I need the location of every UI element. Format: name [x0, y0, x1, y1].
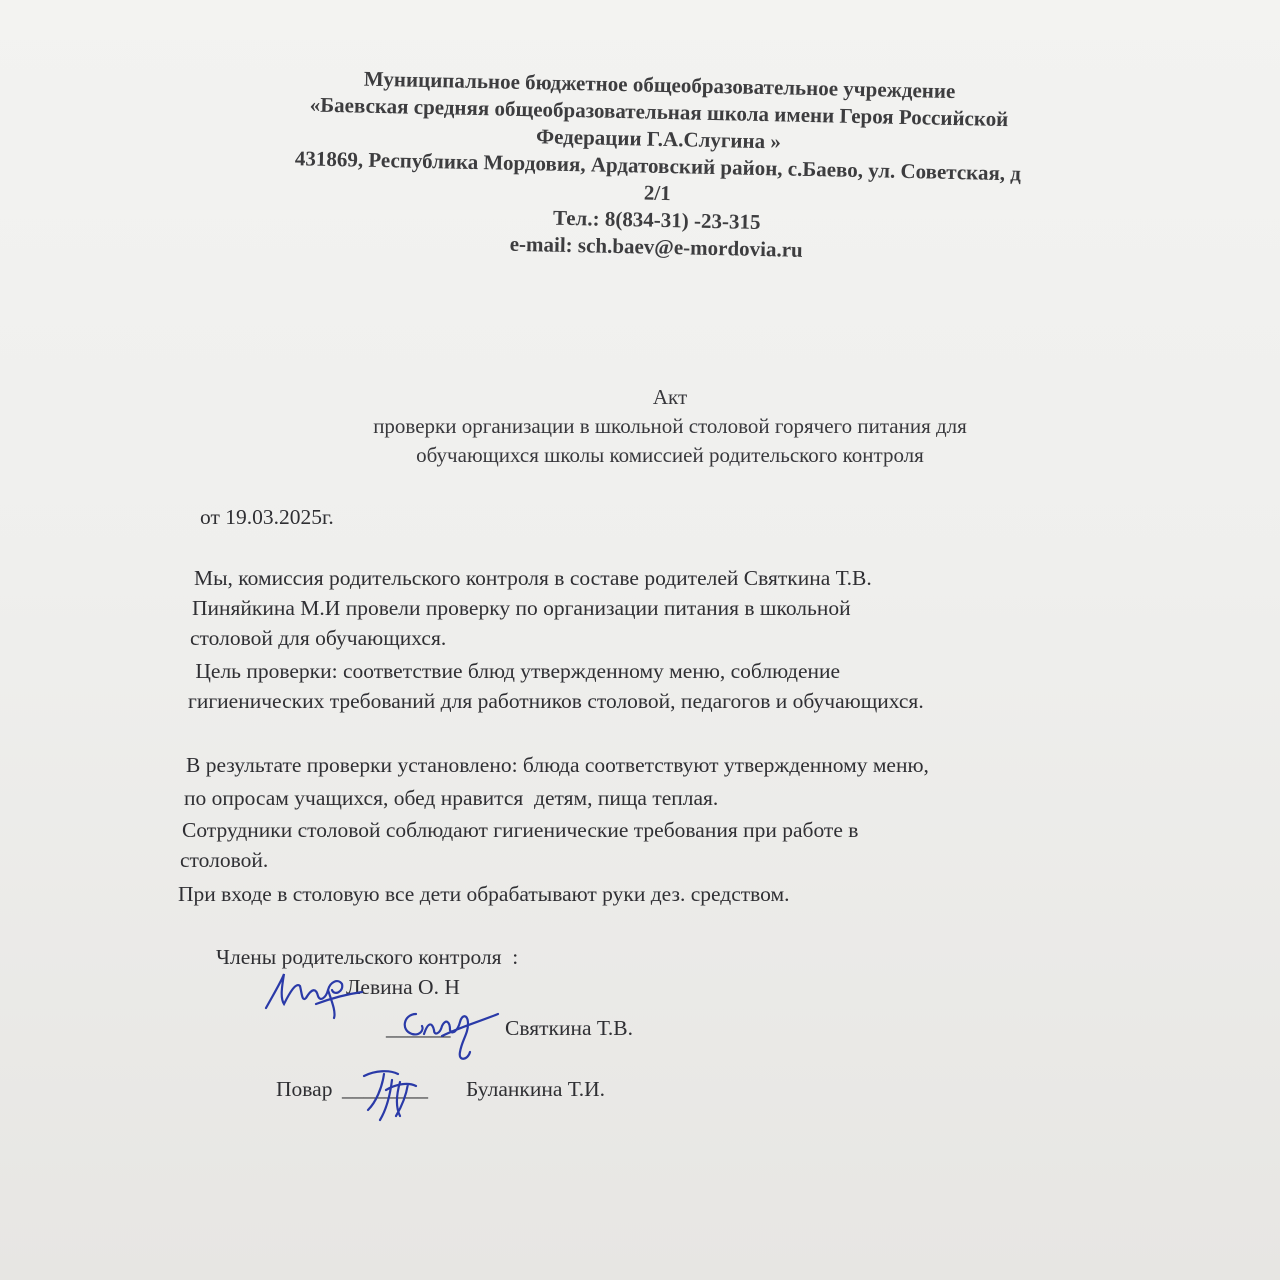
- signature-levina: [262, 968, 372, 1018]
- body-text: При входе в столовую все дети обрабатывают руки дез. средством.: [178, 882, 790, 906]
- title-line-1: проверки организации в школьной столовой горячего питания для: [373, 414, 967, 438]
- letterhead-institution: Муниципальное бюджетное общеобразовательное учреждение: [363, 66, 956, 104]
- letterhead-school-name-cont: Федерации Г.А.Слугина »: [535, 124, 782, 154]
- signatures-heading: Члены родительского контроля :: [216, 945, 519, 969]
- cook-label: Повар: [276, 1077, 333, 1101]
- body-text: гигиенических требований для работников столовой, педагогов и обучающихся.: [188, 689, 924, 713]
- body-text: Цель проверки: соответствие блюд утвержденному меню, соблюдение: [190, 659, 841, 683]
- letterhead-school-name: «Баевская средняя общеобразовательная школа имени Героя Российской: [309, 92, 1009, 132]
- body-text: Пиняйкина М.И провели проверку по организации питания в школьной: [192, 596, 851, 620]
- body-text: В результате проверки установлено: блюда соответствуют утвержденному меню,: [186, 753, 929, 777]
- letterhead-address-cont: 2/1: [643, 180, 672, 206]
- letterhead-email: e-mail: sch.baev@e-mordovia.ru: [509, 231, 803, 262]
- signature-line: ________: [342, 1077, 428, 1101]
- body-text: Сотрудники столовой соблюдают гигиенические требования при работе в: [182, 818, 859, 842]
- document-date: от 19.03.2025г.: [200, 505, 334, 529]
- letterhead-phone: Тел.: 8(834-31) -23-315: [552, 205, 761, 234]
- letterhead: [186, 62, 1130, 271]
- signatory-name: Буланкина Т.И.: [466, 1077, 606, 1101]
- signature-svyatkina: [398, 1000, 508, 1070]
- title-line-2: обучающихся школы комиссией родительского контроля: [416, 443, 924, 467]
- signatory-name: Святкина Т.В.: [505, 1016, 633, 1040]
- document-title: [250, 383, 1090, 470]
- body-text: столовой для обучающихся.: [190, 626, 447, 650]
- signatory-name: Левина О. Н: [346, 975, 460, 999]
- body-text: по опросам учащихся, обед нравится детям, пища теплая.: [184, 786, 719, 810]
- title-heading: Акт: [652, 385, 688, 409]
- body-text: столовой.: [180, 848, 269, 872]
- letterhead-address: 431869, Республика Мордовия, Ардатовский район, с.Баево, ул. Советская, д: [294, 146, 1022, 186]
- signature-bulankina: [356, 1066, 436, 1126]
- body-text: Мы, комиссия родительского контроля в составе родителей Святкина Т.В.: [194, 566, 872, 590]
- signature-line: ______: [386, 1016, 451, 1040]
